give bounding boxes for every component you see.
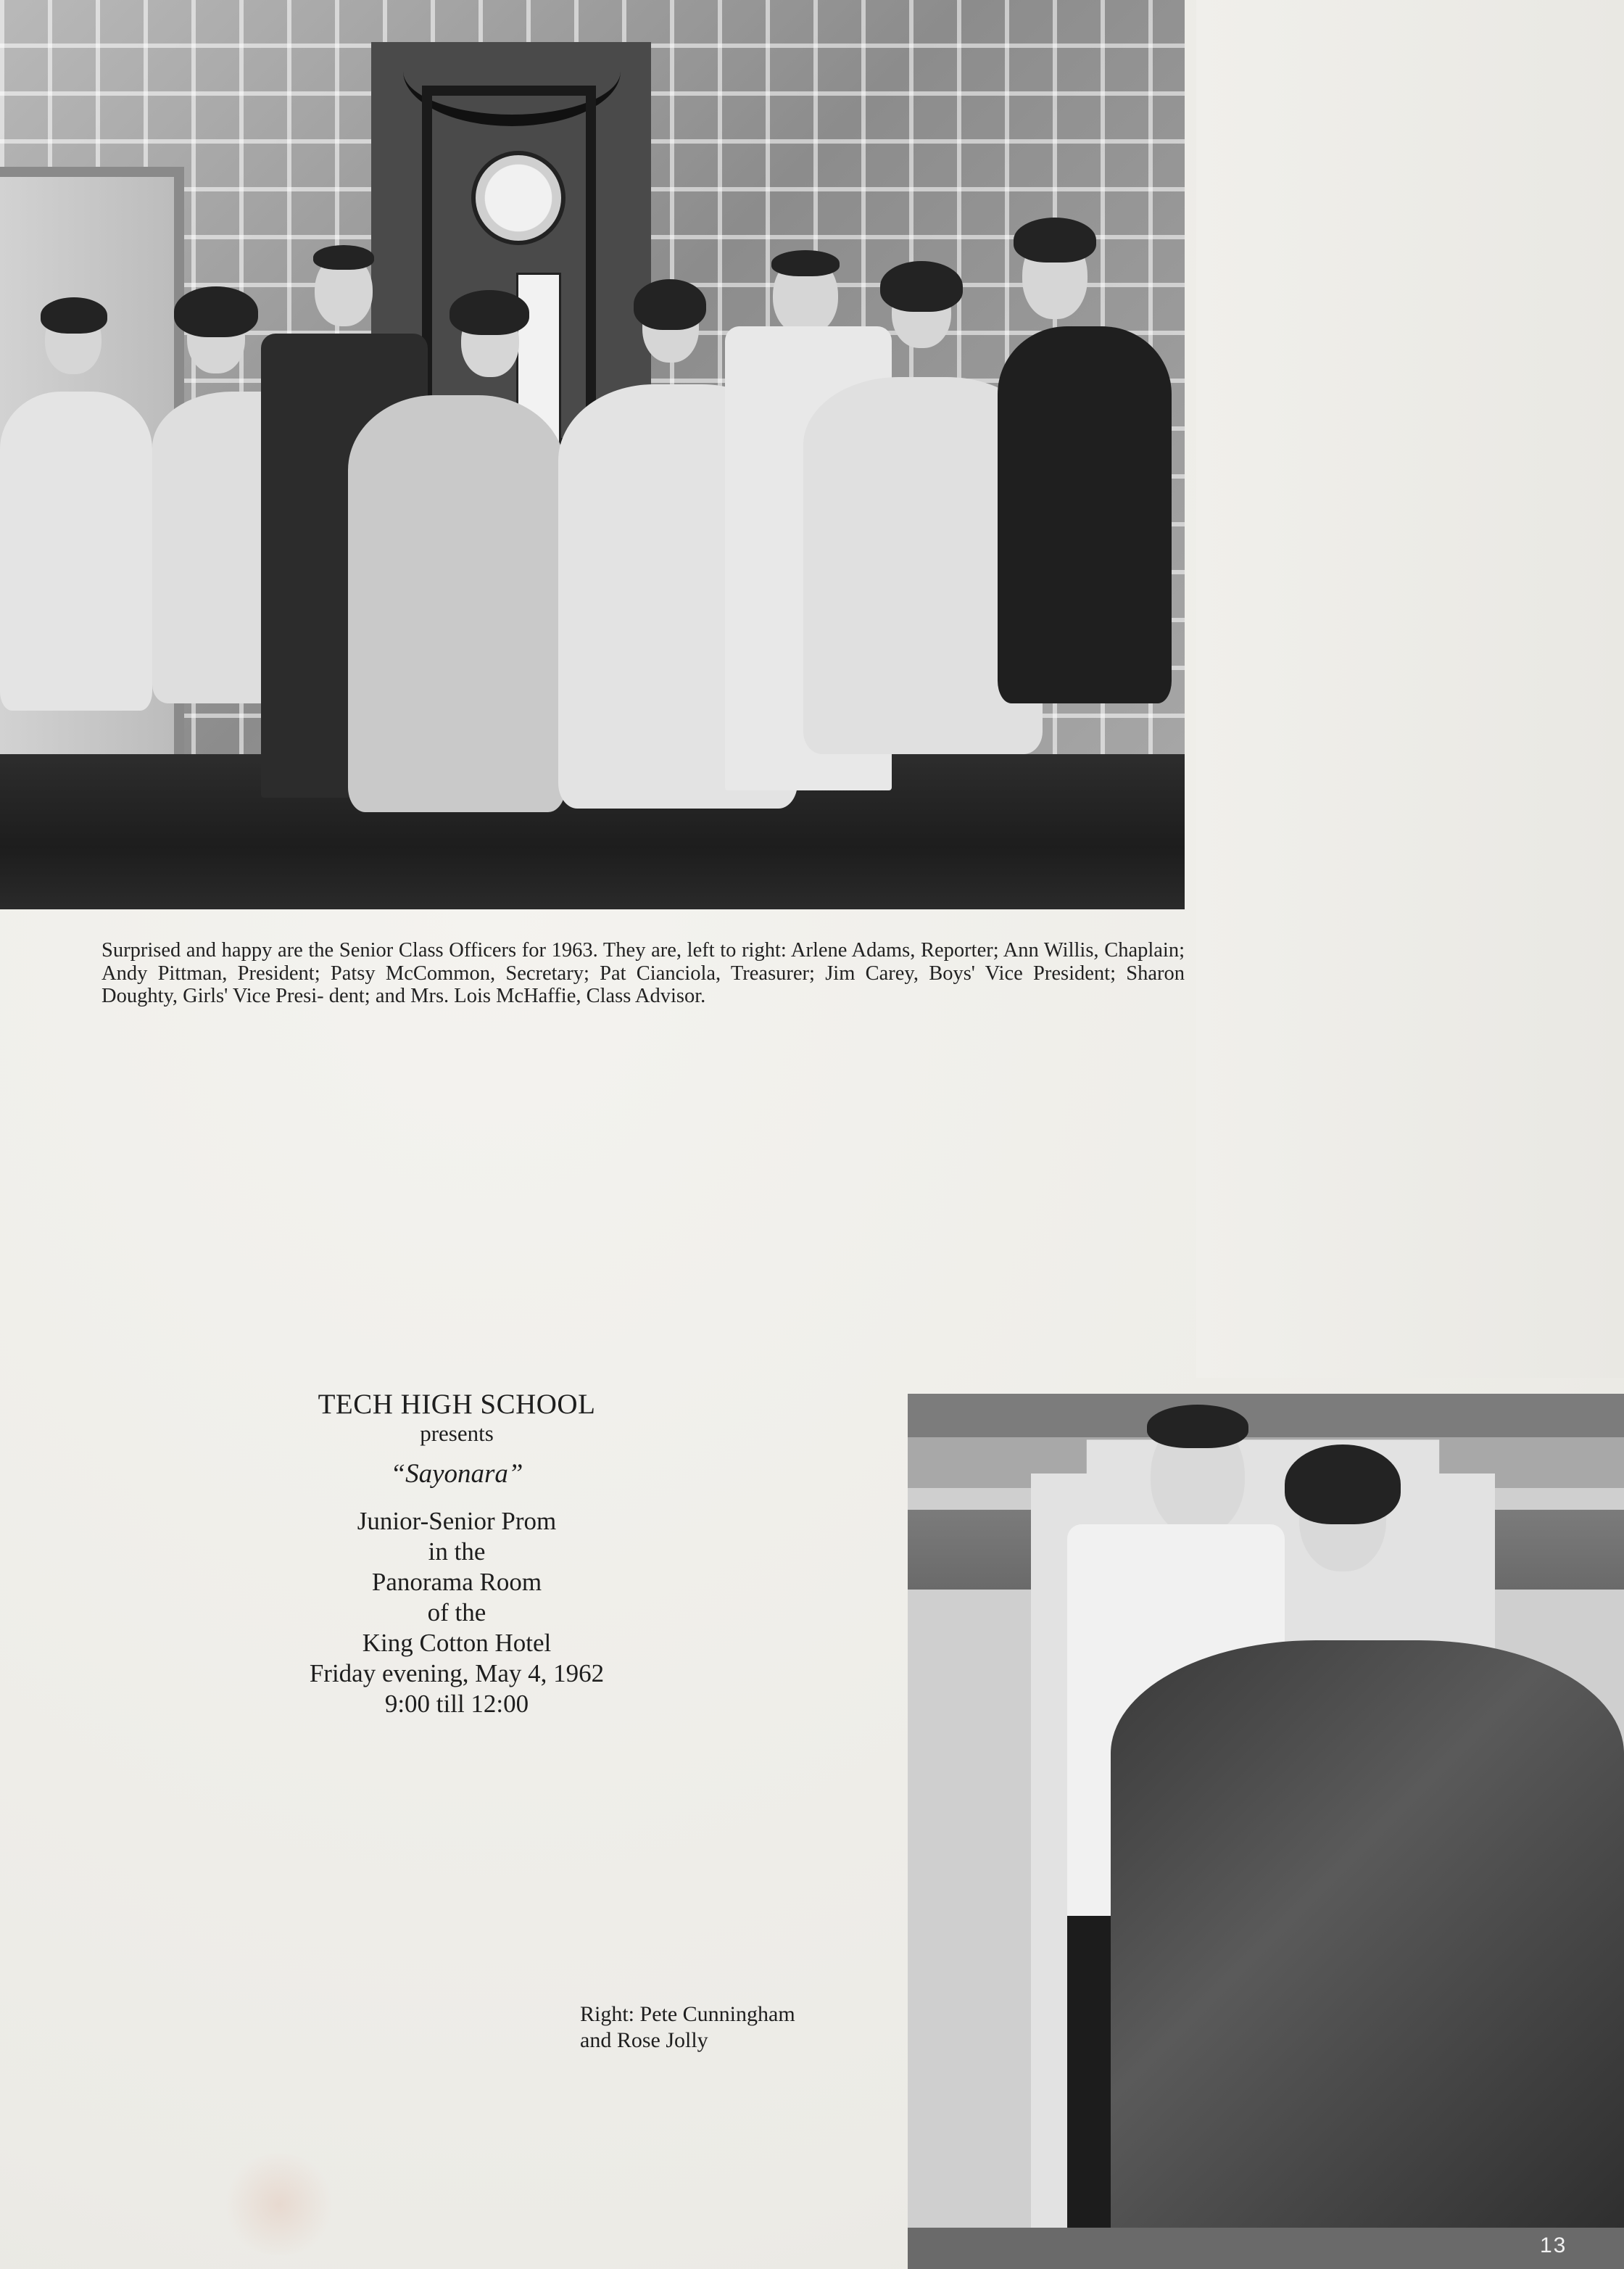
prom-couple-caption [580,2001,884,2054]
dragon-medallion [471,151,566,245]
banner-frame [422,86,596,448]
paper-stain [221,2154,337,2255]
photo-floor [908,2228,1624,2269]
invitation-title: “Sayonara” [390,1459,523,1489]
page-right-margin [1196,0,1624,1378]
senior-officers-caption [102,939,1185,1008]
caption-line-2: Adams, Reporter; Ann Willis, Chaplain; Andy Pittman, President; Patsy McCommon, Secretary; [102,939,1185,985]
invitation-hotel: King Cotton Hotel [362,1629,552,1657]
invitation-date: Friday evening, May 4, 1962 [309,1659,605,1687]
invitation-room: Panorama Room [371,1568,542,1596]
couple-caption-line-1: Right: Pete Cunningham [580,2002,795,2026]
caption-line-1: Surprised and happy are the Senior Class Officers for 1963. They are, left to right: Arlene [102,939,852,962]
senior-officers-photo [0,0,1185,909]
caption-line-3: Pat Cianciola, Treasurer; Jim Carey, Boys' Vice President; Sharon Doughty, Girls' Vice Presi- [102,962,1185,1007]
invitation-of-the: of the [427,1598,486,1627]
invitation-school: TECH HIGH SCHOOL [318,1389,596,1420]
invitation-time: 9:00 till 12:00 [384,1690,529,1718]
couple-caption-line-2: and Rose Jolly [580,2028,708,2052]
prom-invitation [239,1389,674,1719]
page-number: 13 [1540,2233,1567,2257]
invitation-event: Junior-Senior Prom [357,1507,557,1535]
prom-couple-photo [908,1394,1624,2269]
caption-line-4: dent; and Mrs. Lois McHaffie, Class Advisor. [328,985,706,1007]
invitation-presents: presents [420,1421,494,1446]
invitation-in-the: in the [428,1537,486,1566]
